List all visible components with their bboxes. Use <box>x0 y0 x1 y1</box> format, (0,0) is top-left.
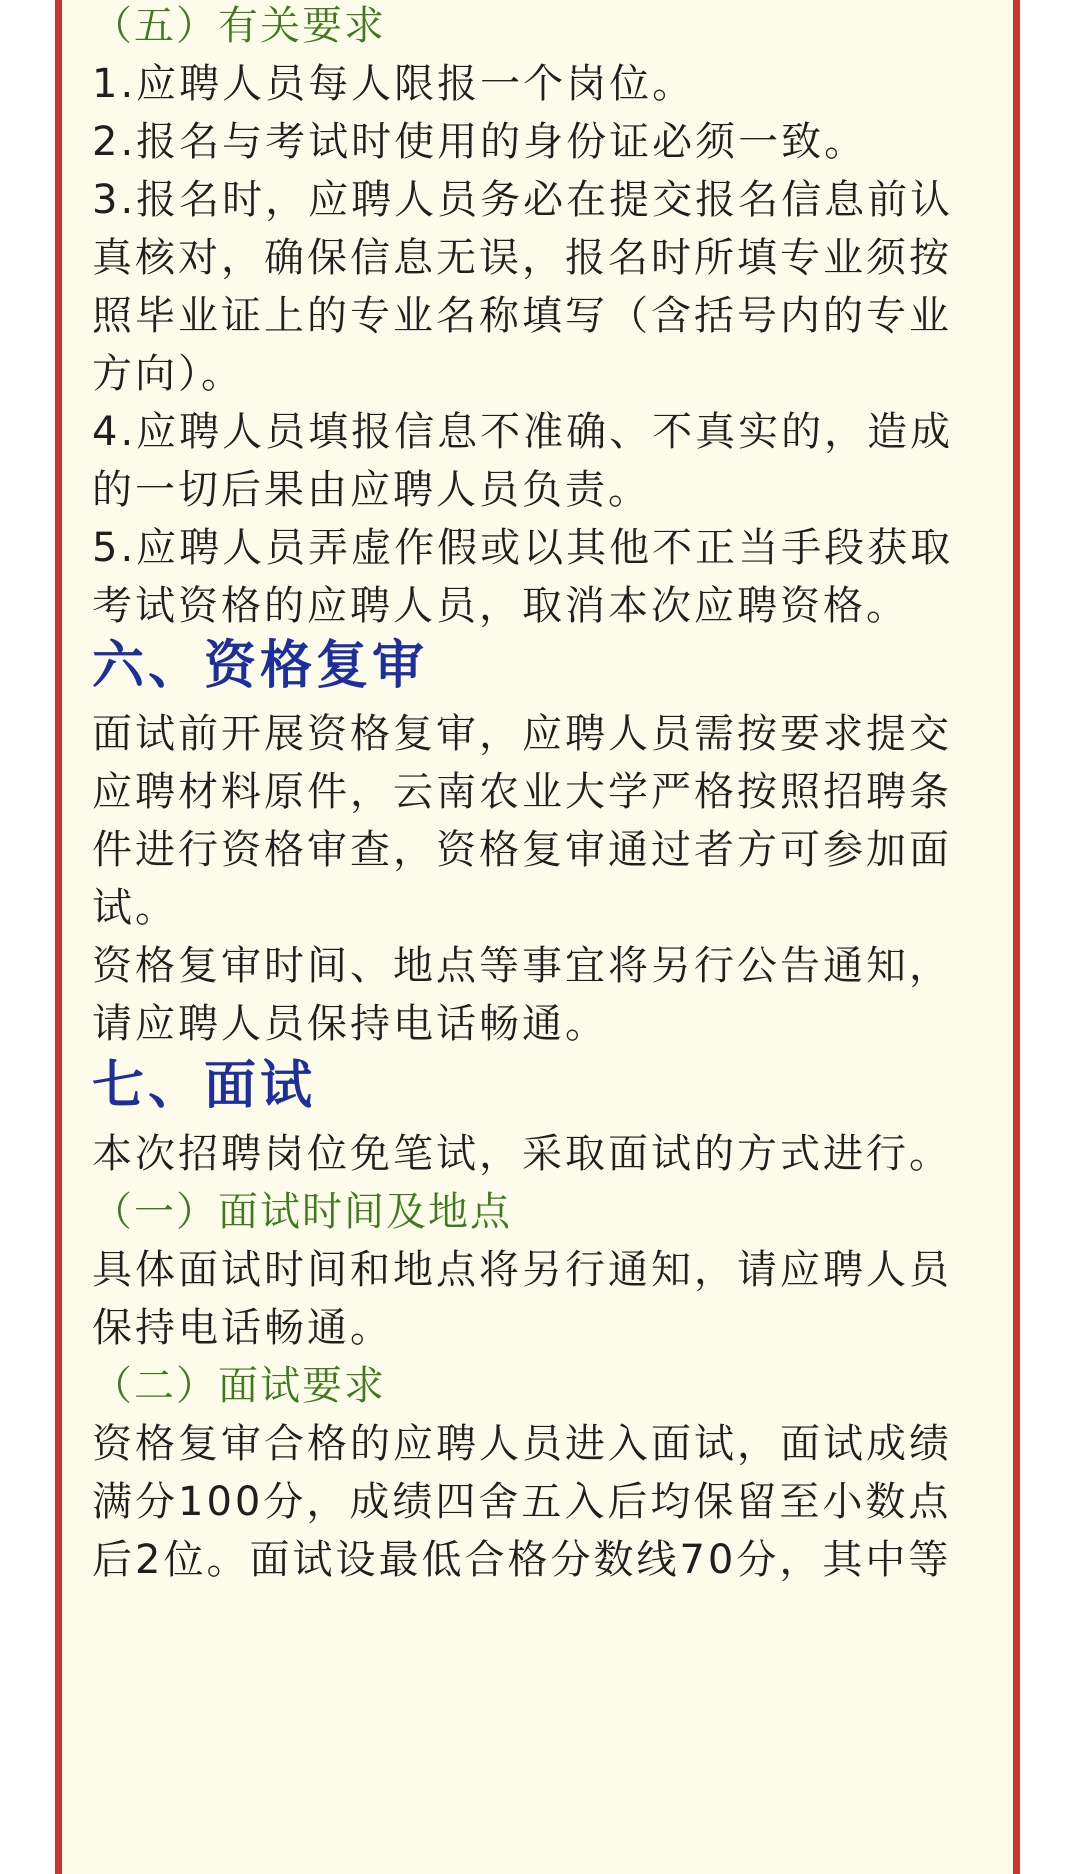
paragraph-line: 资格复审时间、地点等事宜将另行公告通知， <box>92 943 952 989</box>
paragraph-line: 的一切后果由应聘人员负责。 <box>92 467 651 513</box>
paragraph-line: 请应聘人员保持电话畅通。 <box>92 1001 608 1047</box>
subheading-interview-requirements: （二）面试要求 <box>92 1363 386 1409</box>
paragraph-line: 照毕业证上的专业名称填写（含括号内的专业 <box>92 293 952 339</box>
subheading-requirements: （五）有关要求 <box>92 3 386 49</box>
paragraph-line: 资格复审合格的应聘人员进入面试，面试成绩 <box>92 1421 952 1467</box>
paragraph-line: 满分100分，成绩四舍五入后均保留至小数点 <box>92 1479 952 1525</box>
paragraph-line: 3.报名时，应聘人员务必在提交报名信息前认 <box>92 177 954 223</box>
paragraph-line: 面试前开展资格复审，应聘人员需按要求提交 <box>92 711 952 757</box>
paragraph-line: 4.应聘人员填报信息不准确、不真实的，造成 <box>92 409 954 455</box>
paragraph-line: 件进行资格审查，资格复审通过者方可参加面 <box>92 827 952 873</box>
paragraph-line: 1.应聘人员每人限报一个岗位。 <box>92 61 696 107</box>
paragraph-line: 5.应聘人员弄虚作假或以其他不正当手段获取 <box>92 525 954 571</box>
section-heading-interview: 七、面试 <box>92 1056 317 1116</box>
paragraph-line: 本次招聘岗位免笔试，采取面试的方式进行。 <box>92 1131 952 1177</box>
paragraph-line: 保持电话畅通。 <box>92 1305 393 1351</box>
paragraph-line: 后2位。面试设最低合格分数线70分，其中等 <box>92 1537 952 1583</box>
paragraph-line: 具体面试时间和地点将另行通知，请应聘人员 <box>92 1247 952 1293</box>
subheading-interview-time-place: （一）面试时间及地点 <box>92 1189 512 1235</box>
paragraph-line: 2.报名与考试时使用的身份证必须一致。 <box>92 119 868 165</box>
document-frame <box>55 0 1020 1874</box>
paragraph-line: 试。 <box>92 885 178 931</box>
paragraph-line: 考试资格的应聘人员，取消本次应聘资格。 <box>92 583 909 629</box>
paragraph-line: 真核对，确保信息无误，报名时所填专业须按 <box>92 235 952 281</box>
paragraph-line: 应聘材料原件，云南农业大学严格按照招聘条 <box>92 769 952 815</box>
section-heading-qualification-review: 六、资格复审 <box>92 636 429 696</box>
paragraph-line: 方向）。 <box>92 351 244 397</box>
